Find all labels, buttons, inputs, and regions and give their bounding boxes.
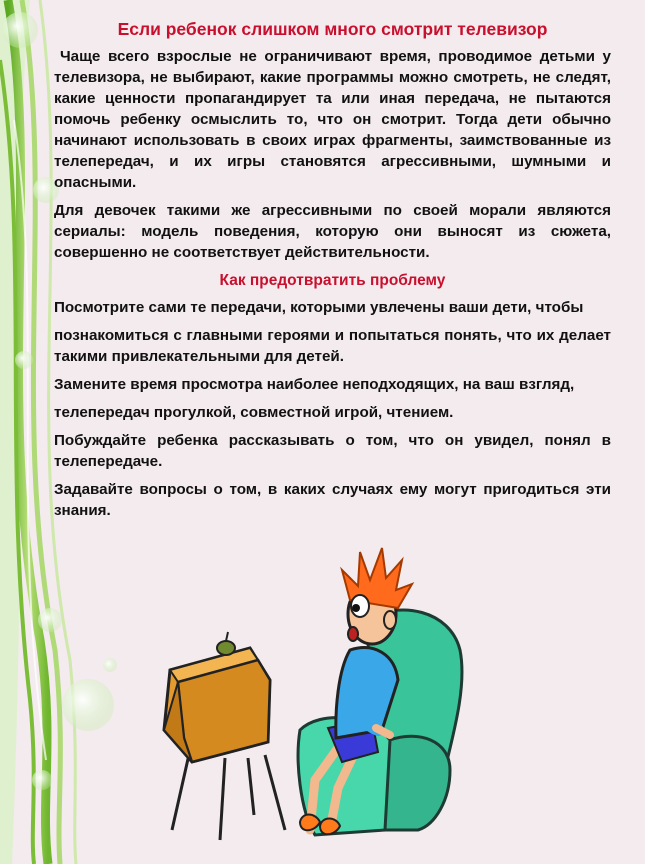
- advice-item: Задавайте вопросы о том, в каких случаях ему могут пригодиться эти знания.: [54, 481, 611, 519]
- advice-item: познакомиться с главными героями и попытаться понять, что их делает такими привлекательными для детей.: [54, 327, 611, 365]
- advice-item: Замените время просмотра наиболее неподходящих, на ваш взгляд,: [54, 376, 575, 393]
- section-subtitle: Как предотвратить проблему: [219, 272, 446, 289]
- article: [54, 18, 611, 528]
- advice-item: телепередач прогулкой, совместной игрой, чтением.: [54, 404, 454, 421]
- tv-icon: [172, 750, 285, 840]
- advice-item: Побуждайте ребенка рассказывать о том, что он увидел, понял в телепередаче.: [54, 432, 611, 470]
- serials-paragraph: Для девочек такими же агрессивными по своей морали являются сериалы: модель поведения, которую они выносят из сюжета, совершенно не соответствует действительности.: [54, 202, 611, 261]
- page-title: Если ребенок слишком много смотрит телевизор: [117, 19, 548, 39]
- boy-watching-tv-illustration: [150, 530, 500, 860]
- advice-item: Посмотрите сами те передачи, которыми увлечены ваши дети, чтобы: [54, 299, 584, 316]
- intro-paragraph: Чаще всего взрослые не ограничивают время, проводимое детьми у телевизора, не выбирают, какие программы можно смотреть, не следят, какие ценности пропагандирует та или иная передача, не пытаются помочь ребенку осмыслить то, что он смотрит. Тогда дети обычно начинают использовать в своих играх фрагменты, заимствованные из телепередач, и их игры становятся агрессивными, шумными и опасными.: [54, 48, 611, 191]
